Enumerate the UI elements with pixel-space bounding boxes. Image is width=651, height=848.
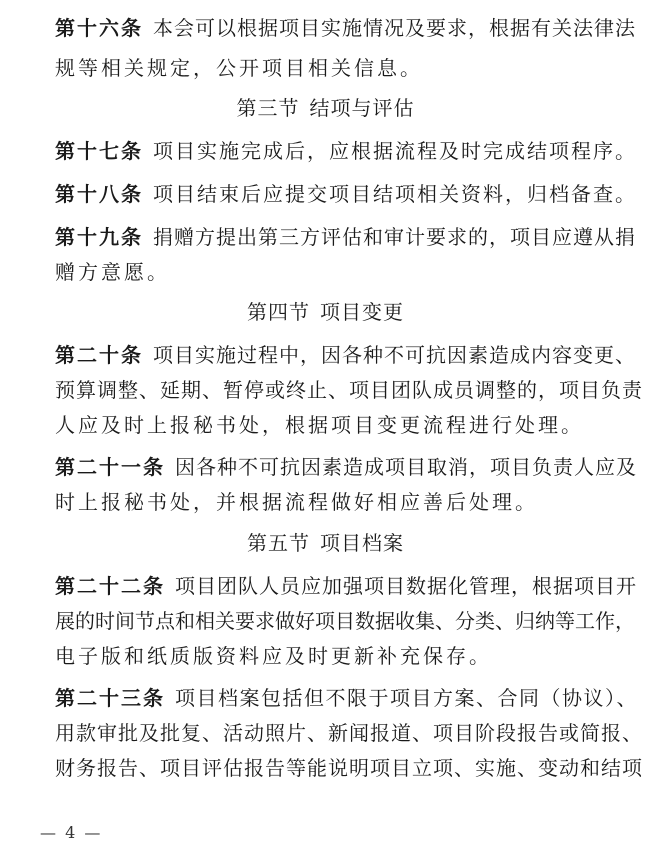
paragraph-text: 项目实施过程中，因各种不可抗因素造成内容变更、 xyxy=(153,343,636,367)
section-number: 第三节 xyxy=(236,96,300,120)
paragraph-text: 因各种不可抗因素造成项目取消，项目负责人应及 xyxy=(175,455,637,479)
paragraph-article-23-line-3: 财务报告、项目评估报告等能说明项目立项、实施、变动和结项 xyxy=(55,756,643,780)
paragraph-text: 项目团队人员应加强项目数据化管理，根据项目开 xyxy=(175,574,637,598)
section-heading-3 xyxy=(0,94,651,122)
paragraph-article-20-line-1 xyxy=(55,341,636,369)
paragraph-article-19-line-2: 赠方意愿。 xyxy=(55,260,170,284)
paragraph-text: 项目档案包括但不限于项目方案、合同（协议）、 xyxy=(175,686,638,710)
paragraph-article-20-line-3: 人应及时上报秘书处，根据项目变更流程进行处理。 xyxy=(55,413,584,437)
section-title: 结项与评估 xyxy=(309,96,415,120)
section-title: 项目变更 xyxy=(320,300,404,324)
paragraph-article-16-line-1 xyxy=(55,14,636,42)
paragraph-article-23-line-1 xyxy=(55,684,638,712)
section-title: 项目档案 xyxy=(320,531,404,555)
paragraph-text: 项目实施完成后，应根据流程及时完成结项程序。 xyxy=(153,139,637,163)
article-number: 第二十三条 xyxy=(55,686,165,710)
section-heading-4 xyxy=(0,298,651,326)
section-number: 第四节 xyxy=(247,300,310,324)
paragraph-text: 本会可以根据项目实施情况及要求，根据有关法律法 xyxy=(153,16,636,40)
paragraph-article-20-line-2: 预算调整、延期、暂停或终止、项目团队成员调整的，项目负责 xyxy=(55,378,643,402)
paragraph-article-22-line-1 xyxy=(55,572,637,600)
paragraph-article-22-line-2: 展的时间节点和相关要求做好项目数据收集、分类、归纳等工作， xyxy=(55,609,635,633)
section-number: 第五节 xyxy=(247,531,310,555)
paragraph-article-21-line-1 xyxy=(55,453,637,481)
paragraph-article-22-line-3: 电子版和纸质版资料应及时更新补充保存。 xyxy=(55,644,492,668)
paragraph-article-23-line-2: 用款审批及批复、活动照片、新闻报道、项目阶段报告或简报、 xyxy=(55,721,643,745)
paragraph-article-18-line-1 xyxy=(55,180,637,208)
section-heading-5 xyxy=(0,529,651,557)
article-number: 第二十一条 xyxy=(55,455,165,479)
article-number: 第十六条 xyxy=(55,16,143,40)
paragraph-article-16-line-2: 规等相关规定，公开项目相关信息。 xyxy=(55,56,423,80)
article-number: 第十七条 xyxy=(55,139,143,163)
article-number: 第二十条 xyxy=(55,343,143,367)
article-number: 第十九条 xyxy=(55,225,143,249)
paragraph-article-19-line-1 xyxy=(55,223,636,251)
paragraph-text: 捐赠方提出第三方评估和审计要求的，项目应遵从捐 xyxy=(153,225,636,249)
article-number: 第二十二条 xyxy=(55,574,165,598)
paragraph-article-21-line-2: 时上报秘书处，并根据流程做好相应善后处理。 xyxy=(55,490,538,514)
paragraph-article-17-line-1 xyxy=(55,137,637,165)
page-number: — 4 — xyxy=(40,823,103,842)
article-number: 第十八条 xyxy=(55,182,143,206)
paragraph-text: 项目结束后应提交项目结项相关资料，归档备查。 xyxy=(153,182,637,206)
